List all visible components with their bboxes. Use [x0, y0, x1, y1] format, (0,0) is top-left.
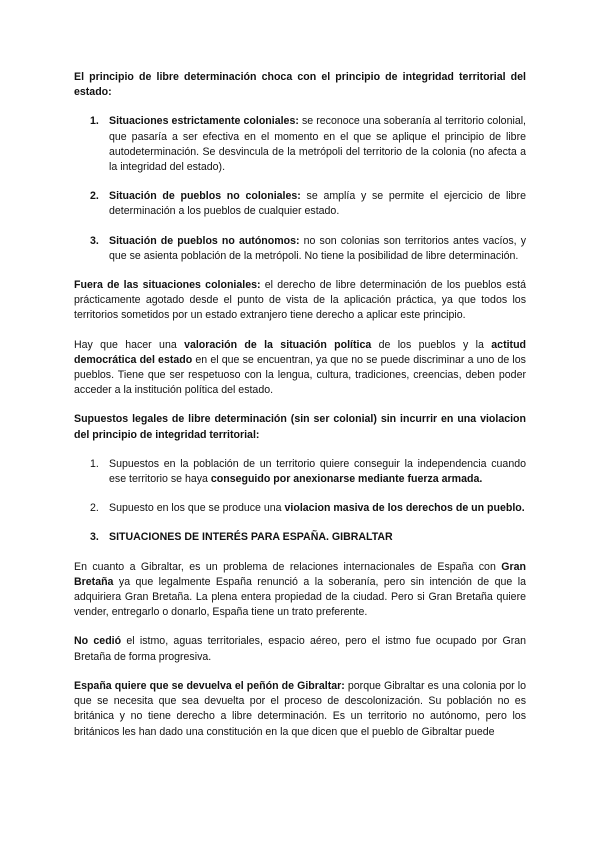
list-item-label: Situación de pueblos no coloniales:: [109, 190, 301, 203]
document-page: [74, 70, 526, 754]
gibraltar3-text-1: porque Gibraltar es una colonia por lo que se necesita que sea devuelta por el proceso de descolonización. Su población no es británica y no tiene derecho a libre determinación. Es un territorio no autónomo, pero los británicos les han dado una constitución en la que dicen que el pueblo de Gibraltar puede: [74, 679, 527, 738]
supuestos-title: Supuestos legales de libre determinación (sin ser colonial) sin incurrir en una violacion del principio de integridad territorial:: [74, 413, 526, 441]
fuera-label: Fuera de las situaciones coloniales:: [74, 279, 261, 292]
list-item-label: Situaciones estrictamente coloniales:: [109, 115, 299, 128]
supuestos-heading: [74, 412, 526, 442]
list-item-bold: violacion masiva de los derechos de un pueblo.: [284, 502, 525, 515]
gibraltar-paragraph-1: [74, 560, 526, 621]
list-item-text: se reconoce una soberanía al territorio colonial, que pasaría a ser efectiva en el momento en el que se aplique el principio de libre autodeterminación. Se desvincula de la metrópoli del territorio de la colonia (no afecta a la integridad del estado).: [109, 115, 527, 174]
intro-title: El principio de libre determinación choca con el principio de integridad territorial del estado:: [74, 71, 526, 99]
list-number: 1.: [90, 457, 99, 470]
valoracion-paragraph: [74, 338, 526, 399]
gibraltar-paragraph-2: [74, 634, 526, 664]
section-number: 3.: [90, 531, 99, 544]
fuera-text: el derecho de libre determinación de los pueblos está prácticamente agotado desde el punto de vista de la aplicación práctica, ya que todos los territorios sometidos por un estado extranjero tiene derecho a aplicar este principio.: [74, 279, 526, 322]
supuestos-list: [74, 457, 526, 517]
situaciones-list: [74, 114, 526, 264]
gibraltar1-text-2: ya que legalmente España renunció a la soberanía, pero sin intención de que la adquiriera Gran Bretaña. La plena entera propiedad de la ciudad. Pero si Gran Bretaña quiere vender, entregarlo o donarlo, España tiene un trato preferente.: [74, 575, 526, 619]
list-number: 2.: [90, 190, 99, 203]
list-item-text: Supuestos en la población de un territorio quiere conseguir la independencia cuando ese territorio se haya: [109, 457, 526, 486]
gibraltar2-bold-1: No cedió: [74, 635, 122, 648]
gibraltar3-bold-1: España quiere que se devuelva el peñón de Gibraltar:: [74, 679, 345, 692]
section-title: SITUACIONES DE INTERÉS PARA ESPAÑA. GIBRALTAR: [109, 531, 393, 544]
intro-paragraph: [74, 70, 526, 100]
gibraltar1-text-1: En cuanto a Gibraltar, es un problema de relaciones internacionales de España con: [74, 560, 502, 573]
list-item-text: Supuesto en los que se produce una: [109, 502, 285, 515]
list-item-label: Situación de pueblos no autónomos:: [109, 234, 300, 247]
list-item: [74, 457, 526, 487]
list-number: 2.: [90, 502, 99, 515]
fuera-paragraph: [74, 278, 526, 324]
list-item: [74, 501, 526, 516]
gibraltar2-text-1: el istmo, aguas territoriales, espacio aéreo, pero el istmo fue ocupado por Gran Bretaña de forma progresiva.: [74, 635, 526, 663]
valoracion-text-1: Hay que hacer una: [74, 338, 185, 351]
list-item: [74, 234, 526, 264]
list-number: 3.: [90, 234, 99, 247]
valoracion-bold-1: valoración de la situación política: [184, 338, 372, 351]
list-item-text: se amplía y se permite el ejercicio de libre determinación a los pueblos de cualquier estado.: [109, 190, 526, 218]
gibraltar1-bold-1: Gran Bretaña: [74, 560, 526, 588]
list-item: [74, 114, 526, 175]
list-item: [74, 189, 526, 219]
list-item-bold: conseguido por anexionarse mediante fuerza armada.: [210, 473, 483, 486]
valoracion-text-3: en el que se encuentran, ya que no se puede discriminar a uno de los pueblos. Tiene que ser respetuoso con la lengua, cultura, tradiciones, creencias, deben poder acceder a la institución política del estado.: [74, 353, 526, 397]
section-heading: [74, 530, 526, 545]
valoracion-bold-2: actitud democrática del estado: [74, 338, 527, 366]
list-item-text: no son colonias son territorios antes vacíos, y que se asienta población de la metrópoli. No tiene la posibilidad de libre determinación.: [109, 234, 526, 262]
gibraltar-paragraph-3: [74, 679, 526, 740]
valoracion-text-2: de los pueblos y la: [371, 338, 492, 351]
list-number: 1.: [90, 115, 99, 128]
